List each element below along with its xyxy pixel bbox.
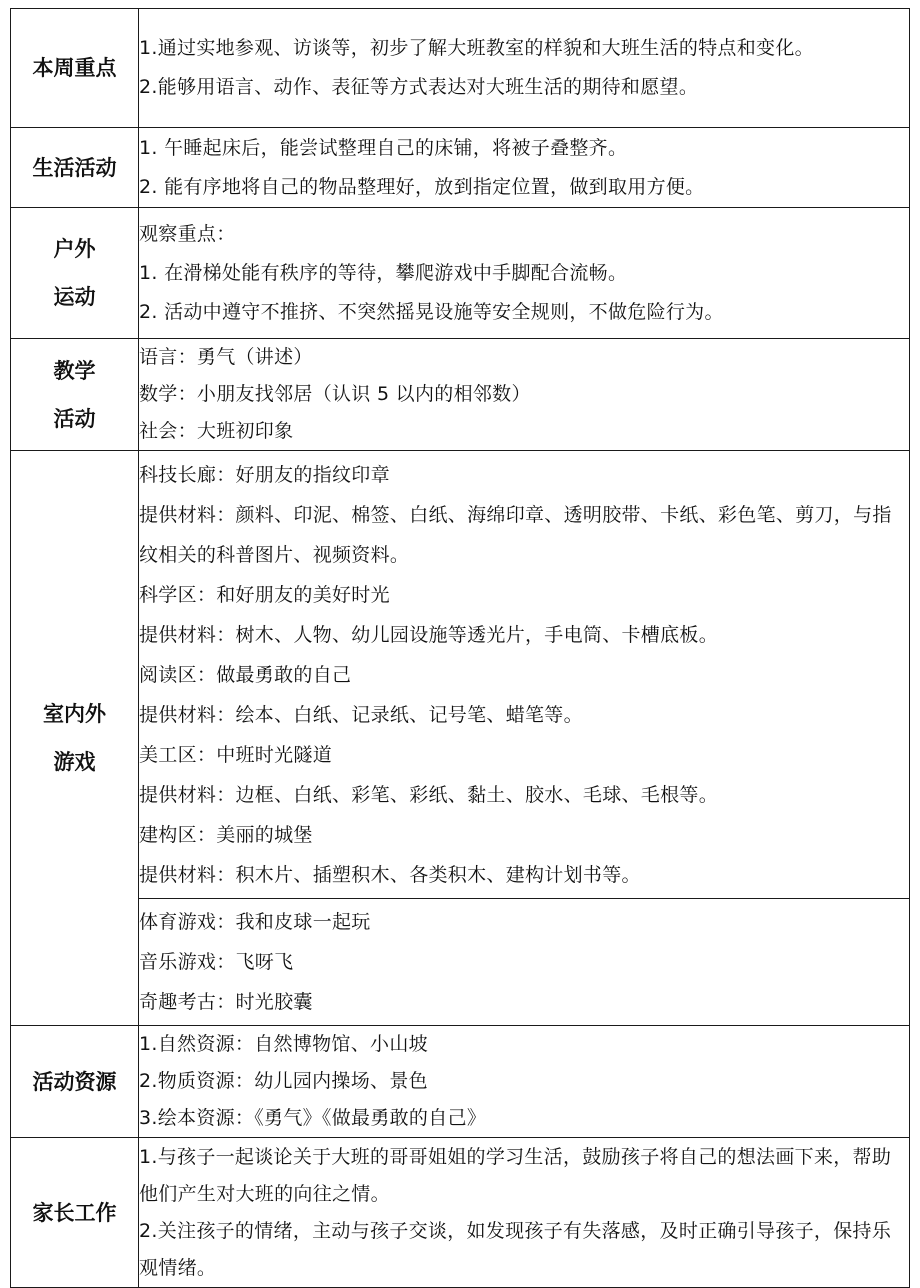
row-label: [11, 1138, 139, 1288]
content-line: 观察重点：: [139, 222, 236, 245]
row-content: [139, 1138, 910, 1288]
row-label: [11, 339, 139, 451]
content-line: 奇趣考古：时光胶囊: [139, 991, 313, 1013]
row-label-text: 生活活动: [32, 155, 117, 180]
row-games-areas: [11, 451, 910, 899]
row-label-text: 活动: [53, 406, 96, 431]
content-line: 语言：勇气（讲述）: [139, 346, 313, 368]
content-line: 美工区：中班时光隧道: [139, 743, 333, 766]
content-line: 体育游戏：我和皮球一起玩: [139, 911, 371, 933]
row-label-text: 本周重点: [32, 56, 117, 80]
row-teaching: [11, 339, 910, 451]
row-label: [11, 1026, 139, 1138]
row-label-text: 游戏: [53, 750, 96, 774]
weekly-plan-table: [10, 8, 910, 1288]
content-line: 提供材料：边框、白纸、彩笔、彩纸、黏土、胶水、毛球、毛根等。: [139, 783, 719, 806]
row-label: [11, 128, 139, 208]
row-content: [139, 899, 910, 1026]
content-line: 2. 活动中遵守不推挤、不突然摇晃设施等安全规则，不做危险行为。: [139, 300, 724, 323]
content-line: 2.物质资源：幼儿园内操场、景色: [139, 1070, 428, 1092]
content-line: 阅读区：做最勇敢的自己: [139, 663, 352, 686]
row-daily-life: [11, 128, 910, 208]
content-line: 社会：大班初印象: [139, 420, 294, 442]
content-line: 2. 能有序地将自己的物品整理好，放到指定位置，做到取用方便。: [139, 175, 705, 198]
content-line: 提供材料：积木片、插塑积木、各类积木、建构计划书等。: [139, 863, 641, 886]
content-line: 建构区：美丽的城堡: [139, 823, 313, 846]
content-line: 1.与孩子一起谈论关于大班的哥哥姐姐的学习生活，鼓励孩子将自己的想法画下来，帮助他们产生对大班的向往之情。: [139, 1145, 892, 1205]
row-label: [11, 451, 139, 1026]
row-label-text: 教学: [53, 358, 96, 383]
content-line: 音乐游戏：飞呀飞: [139, 951, 294, 973]
content-line: 2.关注孩子的情绪，主动与孩子交谈，如发现孩子有失落感，及时正确引导孩子，保持乐观情绪。: [139, 1219, 892, 1279]
row-outdoor-sports: [11, 208, 910, 339]
row-parent-work: [11, 1138, 910, 1288]
content-line: 1. 午睡起床后，能尝试整理自己的床铺，将被子叠整齐。: [139, 136, 628, 159]
row-label-text: 室内外: [43, 702, 106, 726]
content-line: 数学：小朋友找邻居（认识 5 以内的相邻数）: [139, 383, 531, 405]
row-weekly-focus: [11, 9, 910, 128]
row-content: [139, 1026, 910, 1138]
row-content: [139, 128, 910, 208]
content-line: 1. 在滑梯处能有秩序的等待，攀爬游戏中手脚配合流畅。: [139, 261, 628, 284]
content-line: 3.绘本资源：《勇气》《做最勇敢的自己》: [139, 1107, 487, 1129]
row-label-text: 活动资源: [32, 1069, 117, 1094]
content-line: 提供材料：绘本、白纸、记录纸、记号笔、蜡笔等。: [139, 703, 583, 726]
row-resources: [11, 1026, 910, 1138]
row-label: [11, 208, 139, 339]
row-label-text: 户外: [53, 237, 96, 261]
row-content: [139, 339, 910, 451]
content-line: 提供材料：树木、人物、幼儿园设施等透光片，手电筒、卡槽底板。: [139, 623, 719, 646]
row-content: [139, 9, 910, 128]
row-content: [139, 451, 910, 899]
content-line: 科学区：和好朋友的美好时光: [139, 583, 390, 606]
row-games-group: [11, 899, 910, 1026]
content-line: 1.自然资源：自然博物馆、小山坡: [139, 1033, 428, 1055]
content-line: 2.能够用语言、动作、表征等方式表达对大班生活的期待和愿望。: [139, 76, 699, 98]
row-label-text: 运动: [53, 285, 96, 309]
row-label: [11, 9, 139, 128]
content-line: 1.通过实地参观、访谈等，初步了解大班教室的样貌和大班生活的特点和变化。: [139, 37, 814, 59]
content-line: 提供材料：颜料、印泥、棉签、白纸、海绵印章、透明胶带、卡纸、彩色笔、剪刀，与指纹相关的科普图片、视频资料。: [139, 503, 892, 566]
row-label-text: 家长工作: [32, 1200, 117, 1225]
content-line: 科技长廊：好朋友的指纹印章: [139, 463, 390, 486]
row-content: [139, 208, 910, 339]
